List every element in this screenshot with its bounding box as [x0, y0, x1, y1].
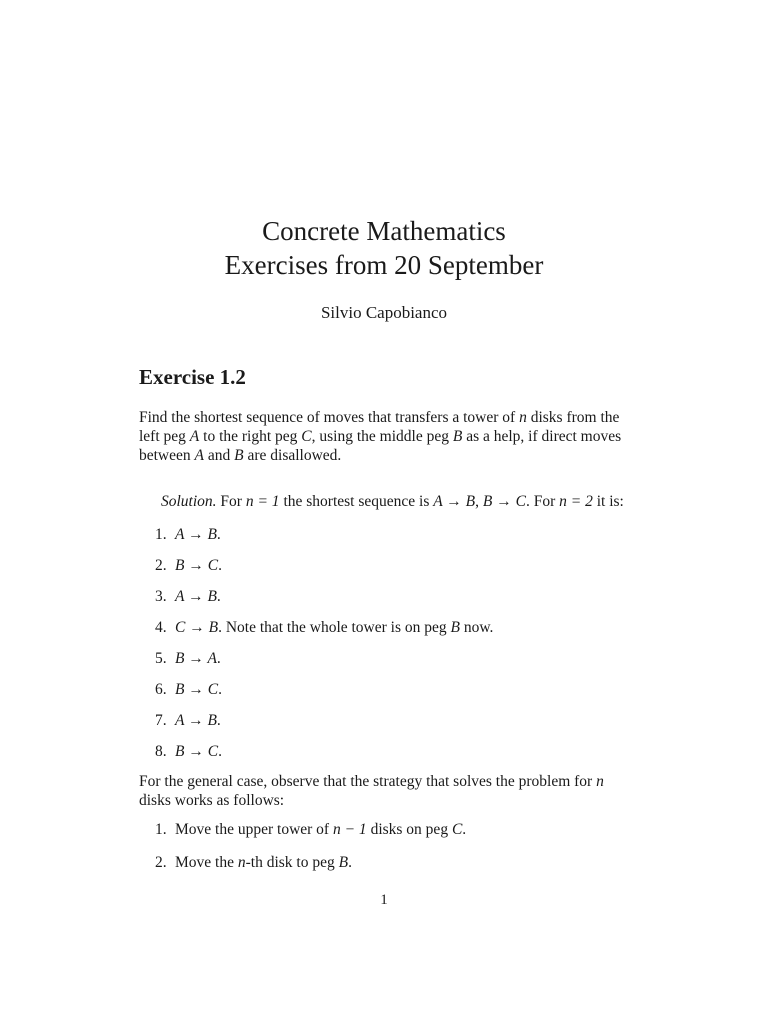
text-run: Move the — [175, 854, 238, 871]
text-run: For — [216, 493, 246, 510]
text-run: . — [216, 650, 221, 667]
math-expr: B → C — [175, 557, 219, 574]
text-run: , using the middle peg — [311, 428, 453, 445]
list-number: 6. — [155, 681, 167, 698]
text-run: . — [216, 526, 221, 543]
math-expr: A → B — [175, 588, 217, 605]
math-var: n — [237, 854, 246, 871]
text-run: disks on peg — [366, 821, 452, 838]
list-number: 4. — [155, 619, 167, 636]
text-run: . — [218, 557, 222, 574]
list-item — [139, 680, 631, 711]
list-number: 2. — [155, 557, 167, 574]
list-number: 3. — [155, 588, 167, 605]
list-number: 1. — [155, 526, 167, 543]
list-item — [139, 525, 631, 556]
math-var: C — [451, 821, 463, 838]
text-run: . — [348, 854, 352, 871]
math-var: B — [234, 447, 244, 464]
math-expr: n − 1 — [332, 821, 367, 838]
math-expr: B → A — [175, 650, 217, 667]
text-run: -th disk to peg — [245, 854, 339, 871]
text-run: to the right peg — [199, 428, 302, 445]
math-var: n — [519, 409, 527, 426]
text-run: disks works as follows: — [139, 792, 285, 809]
math-expr: B → C — [175, 743, 219, 760]
text-run: , — [475, 493, 483, 510]
solution-label: Solution. — [161, 493, 217, 510]
math-var: B — [450, 619, 460, 636]
general-case-paragraph — [139, 772, 631, 810]
math-expr: A → B — [175, 712, 217, 729]
section-heading: Exercise 1.2 — [139, 365, 246, 389]
math-expr: A → B — [433, 493, 476, 510]
text-run: as a help, if direct moves between — [139, 428, 622, 464]
text-run: and — [203, 447, 235, 464]
title-line-2: Exercises from 20 September — [224, 250, 544, 280]
math-expr: A → B — [175, 526, 217, 543]
document-title — [0, 214, 768, 282]
move-list — [139, 525, 631, 772]
text-run: . — [216, 712, 221, 729]
math-var: C — [301, 428, 312, 445]
text-run: For the general case, observe that the strategy that solves the problem for — [139, 773, 597, 790]
math-expr: C → B — [175, 619, 219, 636]
document-body — [139, 364, 631, 886]
math-expr: B → C — [482, 493, 526, 510]
solution-paragraph — [139, 492, 631, 511]
page-number: 1 — [380, 892, 388, 908]
title-line-1: Concrete Mathematics — [262, 216, 506, 246]
list-item — [139, 711, 631, 742]
list-item — [139, 742, 631, 772]
text-run: the shortest sequence is — [279, 493, 434, 510]
math-var: B — [452, 428, 463, 445]
math-expr: n = 2 — [559, 493, 593, 510]
list-number: 1. — [155, 821, 167, 838]
list-item — [139, 820, 631, 853]
math-var: B — [338, 854, 349, 871]
math-var: n — [596, 773, 604, 790]
list-number: 2. — [155, 854, 167, 871]
text-run: . — [218, 681, 222, 698]
math-var: A — [194, 447, 204, 464]
list-item — [139, 853, 631, 886]
text-run: it is: — [592, 493, 624, 510]
list-item — [139, 587, 631, 618]
text-run: . — [462, 821, 467, 838]
text-run: . — [216, 588, 221, 605]
text-run: Find the shortest sequence of moves that transfers a tower of — [139, 409, 520, 426]
text-run: Move the upper tower of — [175, 821, 333, 838]
math-var: A — [189, 428, 200, 445]
list-number: 8. — [155, 743, 167, 760]
author-name: Silvio Capobianco — [320, 303, 448, 322]
list-number: 7. — [155, 712, 167, 729]
math-expr: n = 1 — [245, 493, 280, 510]
list-number: 5. — [155, 650, 167, 667]
text-run: are disallowed. — [243, 447, 342, 464]
text-run: disks from the left peg — [139, 409, 620, 445]
text-run: . Note that the whole tower is on peg — [218, 619, 451, 636]
list-item — [139, 618, 631, 649]
list-item — [139, 556, 631, 587]
math-expr: B → C — [175, 681, 219, 698]
text-run: . — [218, 743, 222, 760]
strategy-list — [139, 820, 631, 886]
problem-statement — [139, 408, 631, 465]
list-item — [139, 649, 631, 680]
text-run: now. — [459, 619, 494, 636]
text-run: . For — [525, 493, 560, 510]
